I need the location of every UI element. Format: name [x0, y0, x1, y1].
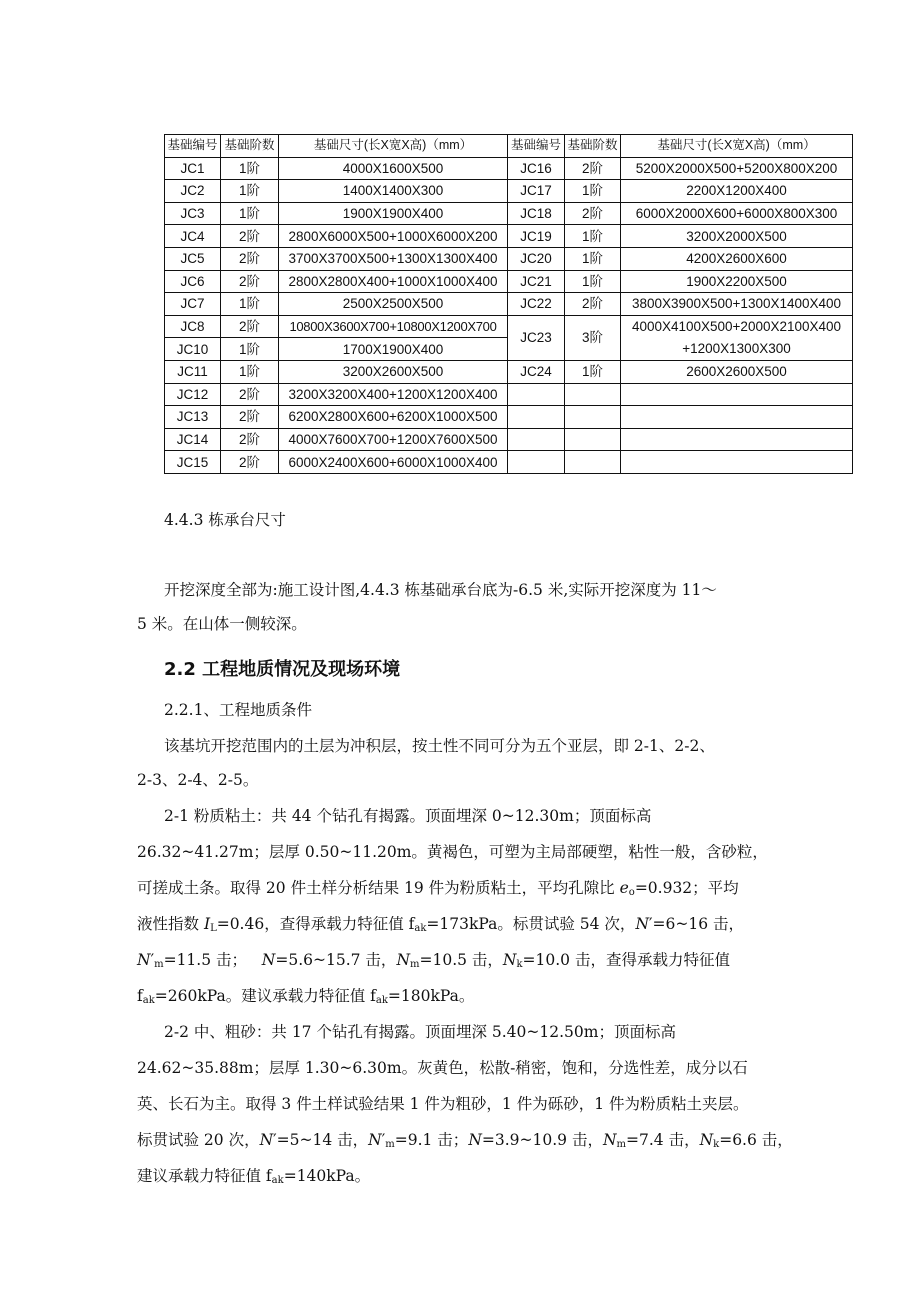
- cell: JC11: [165, 360, 221, 383]
- text: =5.6~15.7 击，: [275, 951, 397, 969]
- symbol: N: [137, 951, 151, 969]
- cell: 2800X6000X500+1000X6000X200: [279, 225, 508, 248]
- subscript: m: [154, 959, 164, 970]
- empty-cell: [565, 406, 621, 429]
- empty-cell: [621, 451, 853, 474]
- cell: 2500X2500X500: [279, 293, 508, 316]
- empty-cell: [565, 383, 621, 406]
- cell: JC12: [165, 383, 221, 406]
- empty-cell: [508, 383, 565, 406]
- cell: 3阶: [565, 315, 621, 360]
- text: f: [137, 987, 143, 1005]
- cell: JC20: [508, 247, 565, 270]
- cell-line: +1200X1300X300: [682, 340, 791, 356]
- section-heading: 2.2 工程地质情况及现场环境: [164, 659, 401, 680]
- header-cell: 基础编号: [508, 135, 565, 158]
- symbol: N: [261, 951, 276, 969]
- layer22-line-2: 24.62~35.88m；层厚 1.30~6.30m。灰黄色，松散-稍密，饱和，分选性差，成分以石: [137, 1059, 748, 1077]
- cell: 2800X2800X400+1000X1000X400: [279, 270, 508, 293]
- cell: 1900X1900X400: [279, 202, 508, 225]
- cell: JC4: [165, 225, 221, 248]
- intro-line-2: 2-3、2-4、2-5。: [137, 771, 259, 789]
- text: 标贯试验 20 次，: [137, 1131, 260, 1149]
- excavation-line-1: 开挖深度全部为:施工设计图,4.4.3 栋基础承台底为-6.5 米,实际开挖深度为 11～: [164, 581, 717, 599]
- layer21-line-2: 26.32~41.27m；层厚 0.50~11.20m。黄褐色，可塑为主局部硬塑，粘性一般，含砂粒，: [137, 843, 768, 861]
- cell: 3700X3700X500+1300X1300X400: [279, 247, 508, 270]
- table-caption: 4.4.3 栋承台尺寸: [164, 511, 286, 529]
- cell: 2200X1200X400: [621, 180, 853, 203]
- symbol: e: [619, 879, 629, 897]
- table-row: [165, 451, 853, 474]
- text: ′=6~16 击，: [649, 915, 745, 933]
- cell: 1阶: [221, 338, 279, 361]
- cell: JC13: [165, 406, 221, 429]
- text: =0.932；平均: [634, 879, 739, 897]
- layer21-line-1: 2-1 粉质粘土：共 44 个钻孔有揭露。顶面埋深 0~12.30m；顶面标高: [164, 807, 652, 825]
- symbol: N: [602, 1131, 617, 1149]
- intro-line-1: 该基坑开挖范围内的土层为冲积层，按土性不同可分为五个亚层，即 2-1、2-2、: [164, 737, 715, 755]
- cell: 4000X1600X500: [279, 157, 508, 180]
- table-row: [165, 157, 853, 180]
- cell: JC17: [508, 180, 565, 203]
- cell: 3200X2000X500: [621, 225, 853, 248]
- cell: 2阶: [221, 315, 279, 338]
- cell: JC2: [165, 180, 221, 203]
- cell: JC7: [165, 293, 221, 316]
- cell: 1阶: [565, 270, 621, 293]
- table-row: [165, 225, 853, 248]
- symbol: N: [368, 1131, 382, 1149]
- cell: JC10: [165, 338, 221, 361]
- layer22-line-3: 英、长石为主。取得 3 件土样试验结果 1 件为粗砂，1 件为砾砂，1 件为粉质粘土夹层。: [137, 1095, 749, 1113]
- cell: JC23: [508, 315, 565, 360]
- subscript: o: [628, 887, 635, 898]
- text: =173kPa。标贯试验 54 次，: [426, 915, 636, 933]
- cell: 1阶: [221, 293, 279, 316]
- text: ′: [150, 951, 155, 969]
- cell: 2阶: [221, 406, 279, 429]
- cell: 2阶: [221, 270, 279, 293]
- cell: 1阶: [221, 360, 279, 383]
- cell: 4200X2600X600: [621, 247, 853, 270]
- subscript: ak: [375, 995, 388, 1006]
- subscript: m: [385, 1139, 395, 1150]
- symbol: N: [502, 951, 517, 969]
- symbol: N: [699, 1131, 714, 1149]
- layer21-line-6: [137, 984, 474, 1006]
- subscript: ak: [271, 1175, 284, 1186]
- cell: 1阶: [221, 202, 279, 225]
- header-cell: 基础阶数: [565, 135, 621, 158]
- cell: JC14: [165, 428, 221, 451]
- cell: JC8: [165, 315, 221, 338]
- cell: 2阶: [565, 202, 621, 225]
- empty-cell: [508, 428, 565, 451]
- text: =140kPa。: [283, 1167, 371, 1185]
- cell: 1阶: [221, 157, 279, 180]
- cell: 1阶: [221, 180, 279, 203]
- cell: JC15: [165, 451, 221, 474]
- text: =0.46，查得承载力特征值 f: [216, 915, 415, 933]
- table-row: [165, 406, 853, 429]
- table-row: [165, 293, 853, 316]
- cell: 3200X3200X400+1200X1200X400: [279, 383, 508, 406]
- cell: 2600X2600X500: [621, 360, 853, 383]
- cell: JC5: [165, 247, 221, 270]
- symbol: N: [259, 1131, 274, 1149]
- layer22-line-1: 2-2 中、粗砂：共 17 个钻孔有揭露。顶面埋深 5.40~12.50m；顶面标高: [164, 1023, 676, 1041]
- layer21-line-3: [137, 876, 739, 898]
- cell: 4000X7600X700+1200X7600X500: [279, 428, 508, 451]
- header-cell: 基础编号: [165, 135, 221, 158]
- empty-cell: [565, 451, 621, 474]
- empty-cell: [508, 451, 565, 474]
- cell: 1阶: [565, 247, 621, 270]
- text: 建议承载力特征值 f: [137, 1167, 272, 1185]
- cell: 1900X2200X500: [621, 270, 853, 293]
- text: 可搓成土条。取得 20 件土样分析结果 19 件为粉质粘土，平均孔隙比: [137, 879, 620, 897]
- text: =7.4 击，: [626, 1131, 700, 1149]
- text: =3.9~10.9 击，: [481, 1131, 603, 1149]
- table-header-row: [165, 135, 853, 158]
- text: 液性指数: [137, 915, 204, 933]
- cell: 1700X1900X400: [279, 338, 508, 361]
- cell: JC16: [508, 157, 565, 180]
- text: =10.0 击，查得承载力特征值: [522, 951, 730, 969]
- layer22-line-4: [137, 1128, 793, 1150]
- symbol: N: [468, 1131, 482, 1149]
- text: =6.6 击，: [719, 1131, 793, 1149]
- cell: 6000X2000X600+6000X800X300: [621, 202, 853, 225]
- text: =260kPa。建议承载力特征值 f: [154, 987, 376, 1005]
- cell-jc23-size: [621, 315, 853, 360]
- cell: JC24: [508, 360, 565, 383]
- layer22-line-5: [137, 1164, 370, 1186]
- cell: 1400X1400X300: [279, 180, 508, 203]
- table-row: [165, 270, 853, 293]
- foundation-size-table: [164, 134, 853, 474]
- subscript: L: [210, 923, 217, 934]
- cell: 1阶: [565, 225, 621, 248]
- cell: 10800X3600X700+10800X1200X700: [279, 315, 508, 338]
- header-cell: 基础尺寸(长X宽X高)（mm）: [621, 135, 853, 158]
- cell: 2阶: [221, 428, 279, 451]
- subscript: k: [516, 959, 523, 970]
- cell: 6200X2800X600+6200X1000X500: [279, 406, 508, 429]
- cell: 2阶: [565, 293, 621, 316]
- cell: JC21: [508, 270, 565, 293]
- cell: 2阶: [221, 225, 279, 248]
- empty-cell: [621, 406, 853, 429]
- text: =180kPa。: [387, 987, 475, 1005]
- subscript: ak: [414, 923, 427, 934]
- text: =10.5 击，: [419, 951, 503, 969]
- cell: 2阶: [221, 247, 279, 270]
- subscript: m: [616, 1139, 626, 1150]
- cell: 1阶: [565, 360, 621, 383]
- cell: JC3: [165, 202, 221, 225]
- table-row: [165, 247, 853, 270]
- text: ′: [381, 1131, 386, 1149]
- table-row: [165, 428, 853, 451]
- table-row: [165, 360, 853, 383]
- header-cell: 基础阶数: [221, 135, 279, 158]
- cell: 5200X2000X500+5200X800X200: [621, 157, 853, 180]
- cell: 2阶: [221, 451, 279, 474]
- table-row: [165, 202, 853, 225]
- layer21-line-5: [137, 948, 730, 970]
- subscript: ak: [142, 995, 155, 1006]
- symbol: I: [203, 915, 211, 933]
- table-row: [165, 180, 853, 203]
- cell: JC6: [165, 270, 221, 293]
- cell: 3800X3900X500+1300X1400X400: [621, 293, 853, 316]
- subscript: k: [713, 1139, 720, 1150]
- text: ′=5~14 击，: [273, 1131, 369, 1149]
- text: =11.5 击；: [163, 951, 248, 969]
- empty-cell: [565, 428, 621, 451]
- cell: 2阶: [565, 157, 621, 180]
- cell: 3200X2600X500: [279, 360, 508, 383]
- subsection-title: 2.2.1、工程地质条件: [164, 701, 312, 719]
- cell: 6000X2400X600+6000X1000X400: [279, 451, 508, 474]
- symbol: N: [635, 915, 649, 933]
- empty-cell: [621, 428, 853, 451]
- cell: 2阶: [221, 383, 279, 406]
- text: =9.1 击；: [394, 1131, 469, 1149]
- cell: 1阶: [565, 180, 621, 203]
- cell-line: 4000X4100X500+2000X2100X400: [631, 319, 842, 335]
- cell: JC1: [165, 157, 221, 180]
- header-cell: 基础尺寸(长X宽X高)（mm）: [279, 135, 508, 158]
- table-row: [165, 315, 853, 338]
- empty-cell: [508, 406, 565, 429]
- symbol: N: [396, 951, 410, 969]
- cell: JC22: [508, 293, 565, 316]
- cell: JC18: [508, 202, 565, 225]
- cell: JC19: [508, 225, 565, 248]
- excavation-line-2: 5 米。在山体一侧较深。: [137, 615, 307, 633]
- empty-cell: [621, 383, 853, 406]
- subscript: m: [410, 959, 420, 970]
- layer21-line-4: [137, 912, 744, 934]
- table-row: [165, 383, 853, 406]
